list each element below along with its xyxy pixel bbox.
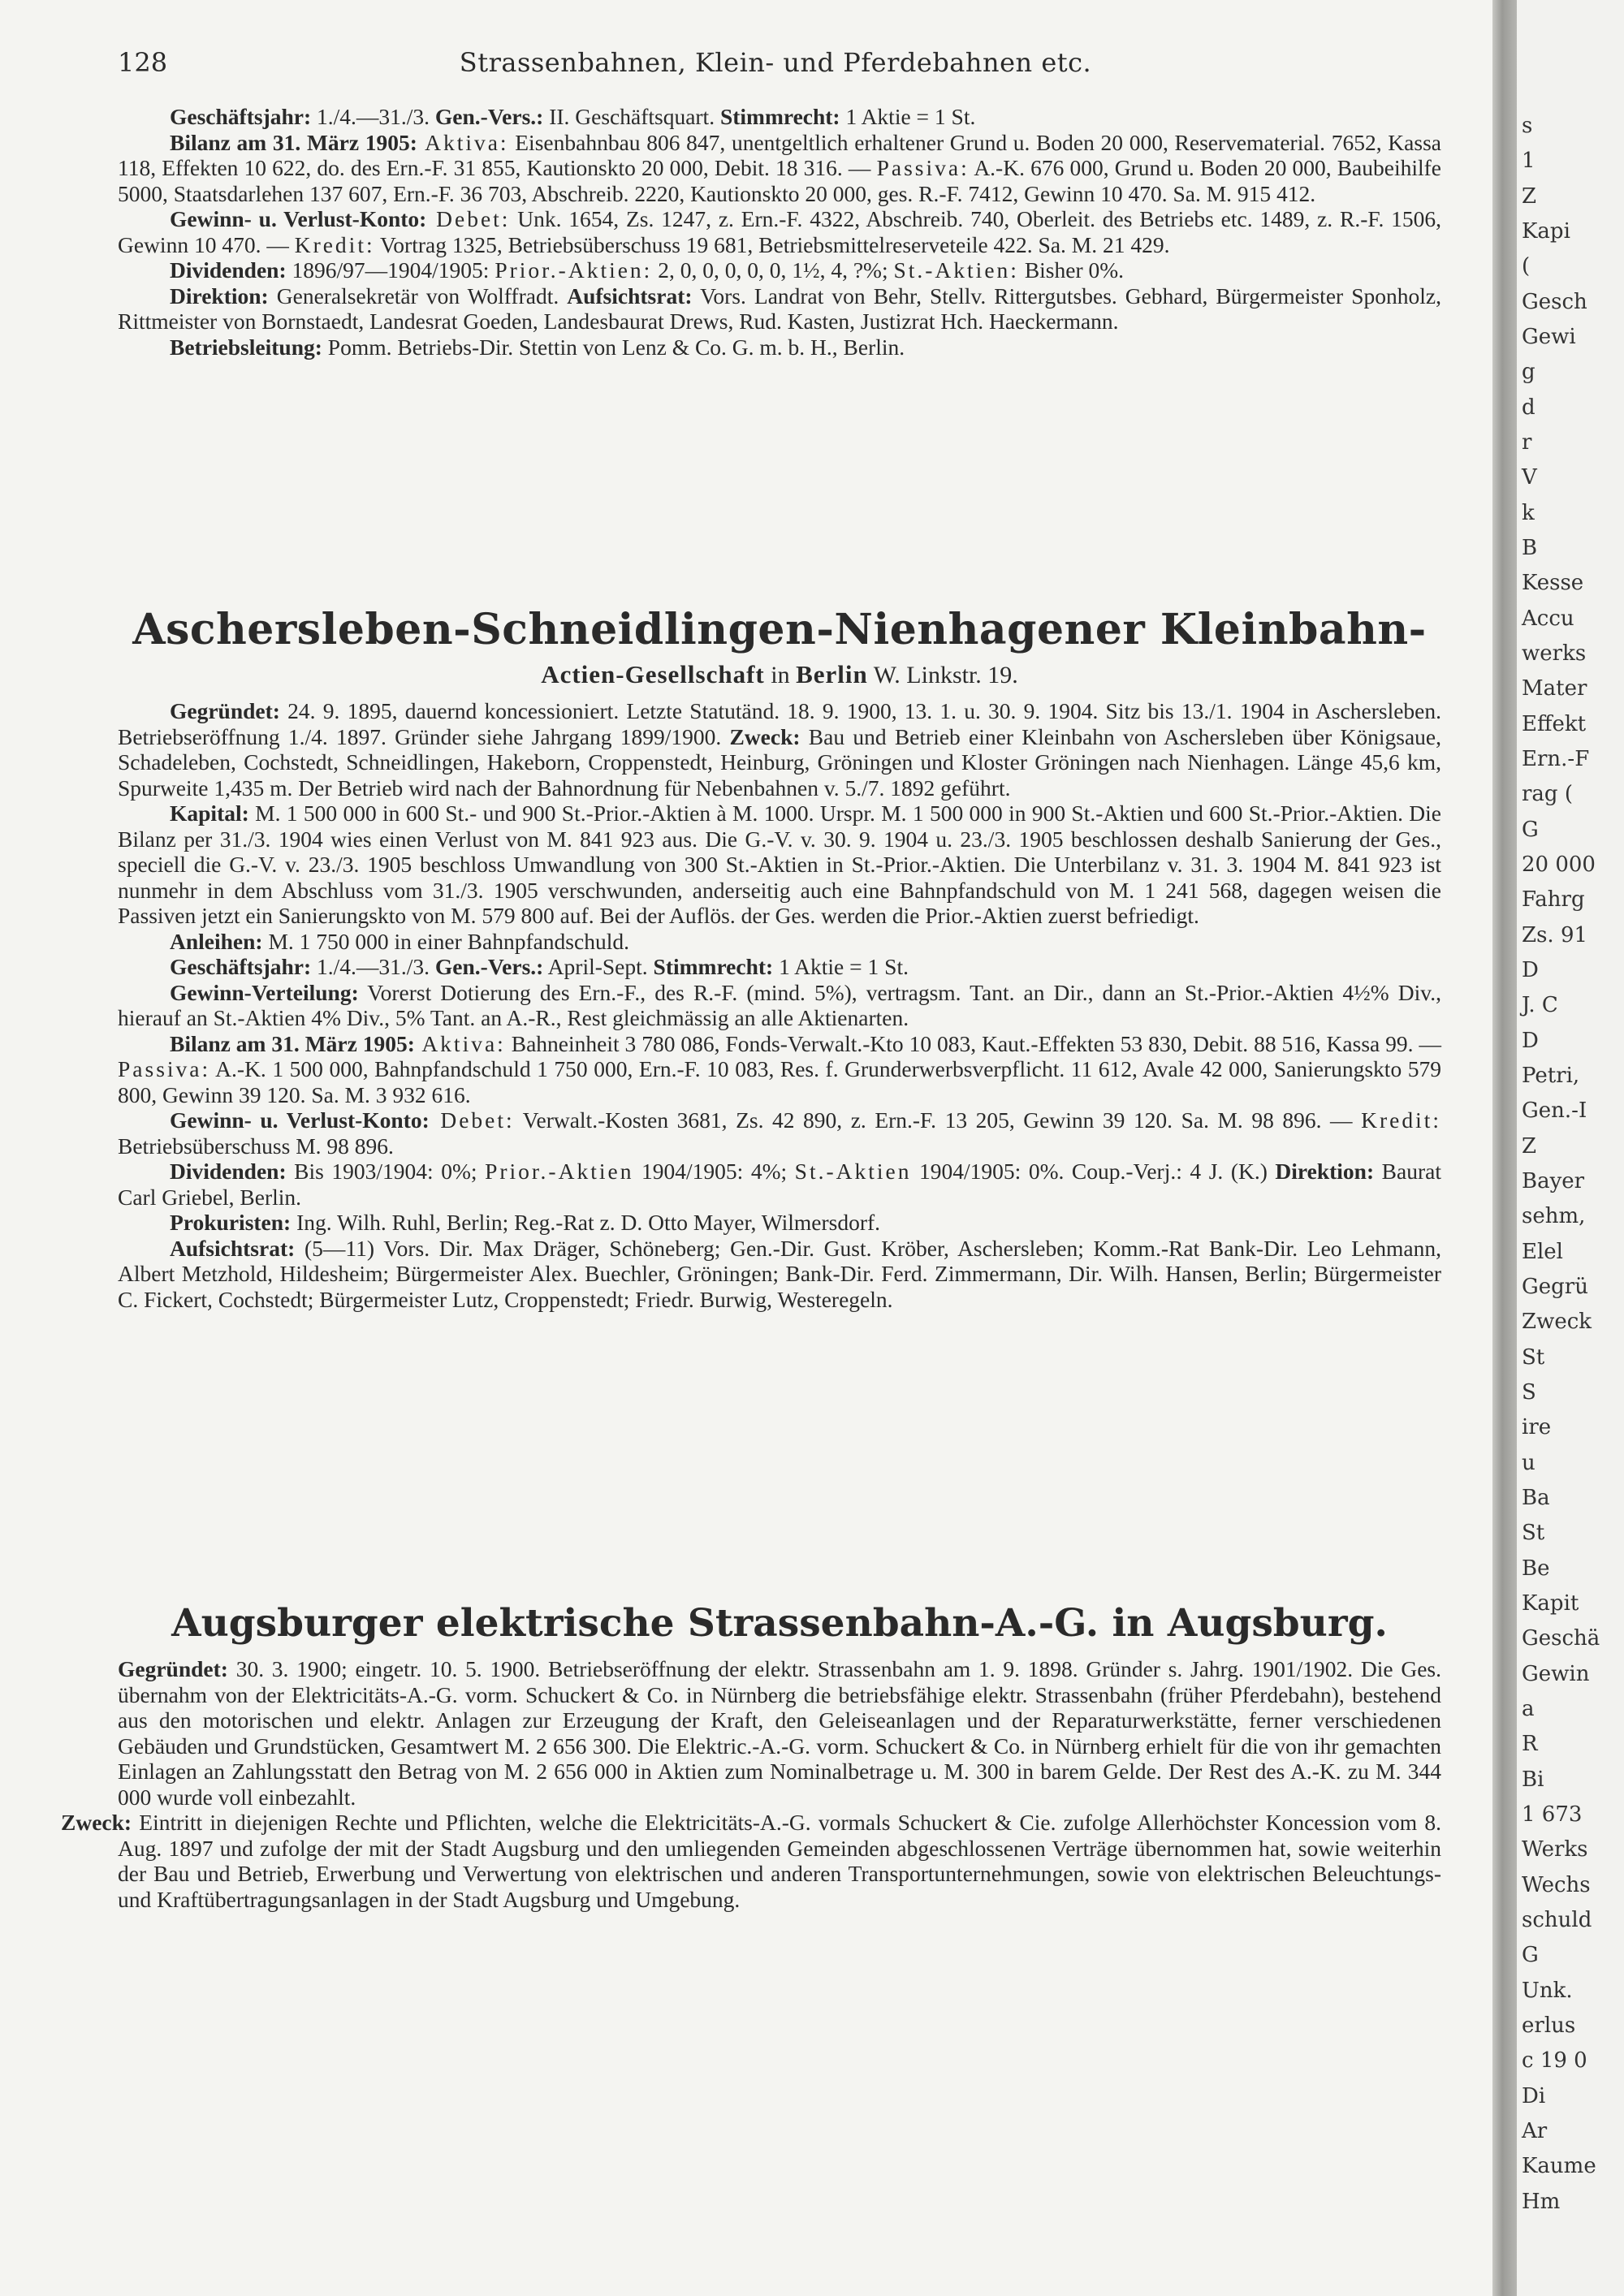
next-page-fragment: Gegrü — [1522, 1275, 1588, 1299]
next-page-fragment: Accu — [1522, 606, 1574, 631]
paragraph-geschaeftsjahr — [118, 104, 1441, 130]
next-page-fragment: B — [1522, 536, 1538, 560]
paragraph-gewinn-verteilung — [118, 980, 1441, 1031]
text-dividenden-2: 2, 0, 0, 0, 0, 0, 1½, 4, ?%; — [652, 257, 894, 283]
next-page-fragment: Fahrg — [1522, 887, 1585, 912]
entry-2-body — [118, 698, 1441, 1312]
label-st-aktien: St.-Aktien: — [893, 257, 1019, 283]
next-page-fragment: 1 673 — [1522, 1802, 1583, 1827]
next-page-fragment: Zweck — [1522, 1310, 1592, 1334]
entry-3-title: Augsburger elektrische Strassenbahn-A.-G. in Augsburg. — [171, 1601, 1388, 1646]
label-aufsichtsrat: Aufsichtsrat: — [170, 1235, 296, 1261]
next-page-fragment: Petri, — [1522, 1064, 1580, 1088]
entry-3-body — [61, 1656, 1441, 1912]
next-page-fragment: Z — [1522, 1134, 1537, 1159]
text-kapital: M. 1 500 000 in 600 St.- und 900 St.-Prior.-Aktien à M. 1000. Urspr. M. 1 500 000 in 900 St.-Aktien und 600 St.-Prior.-Aktien. Die Bilanz per 31./3. 1904 wies einen Verlust von M. 841 923 aus. Die G.-V. v. 30. 9. 1904 u. 23./3. 1905 beschlossen deshalb Sanierung der Ges., speciell die G.-V. v. 23./3. 1905 beschloss Umwandlung von 300 St.-Aktien in St.-Prior.-Aktien. Die Unterbilanz v. 31. 3. 1904 M. 841 923 ist nunmehr in dem Abschluss vom 31./3. 1905 verschwunden, anderseitig auch eine Bahnpfandschuld von M. 1 241 568, dagegen weisen die Passiven jetzt ein Sanierungskto von M. 579 800 auf. Bei der Auflös. der Ges. werden die Prior.-Aktien zuerst befriedigt. — [118, 801, 1441, 928]
label-zweck: Zweck: — [61, 1810, 132, 1835]
paragraph-gegruendet — [66, 1656, 1441, 1810]
next-page-fragment: D — [1522, 1029, 1539, 1053]
next-page-fragment: Kapi — [1522, 219, 1570, 244]
next-page-fragment: Z — [1522, 184, 1537, 209]
text-guv-kredit: Vortrag 1325, Betriebsüberschuss 19 681, Betriebsmittelreserveteile 422. Sa. M. 21 429. — [374, 231, 1170, 257]
paragraph-guv — [118, 1107, 1441, 1159]
paragraph-bilanz — [118, 1031, 1441, 1108]
subtitle-company-form: Actien-Gesellschaft — [541, 660, 765, 688]
text-zweck: Eintritt in diejenigen Rechte und Pflichten, welche die Elektricitäts-A.-G. vormals Schuckert & Cie. zufolge Allerhöchster Koncession vom 8. Aug. 1897 und zufolge der mit der Stadt Augsburg und den umliegenden Gemeinden abgeschlossenen Verträge übernommen hat, sowie weiterhin der Bau und Betrieb, Erwerbung und Verwertung von elektrischen und anderen Transportunternehmungen, sowie von elektrischen Beleuchtungs- und Kraftübertragungsanlagen in der Stadt Augsburg und Umgebung. — [118, 1810, 1441, 1912]
next-page-fragment: 1 — [1522, 149, 1535, 173]
paragraph-gegruendet — [118, 698, 1441, 801]
label-zweck: Zweck: — [729, 723, 801, 749]
next-page-fragment: c 19 0 — [1522, 2048, 1587, 2073]
text-direktion: Baurat Carl Griebel, Berlin. — [118, 1159, 1441, 1210]
paragraph-bilanz — [118, 130, 1441, 207]
next-page-fragment: Gewin — [1522, 1662, 1590, 1686]
label-direktion: Direktion: — [1275, 1159, 1375, 1184]
label-gegruendet: Gegründet: — [170, 698, 280, 723]
paragraph-zweck — [61, 1810, 1441, 1912]
next-page-fragment: Unk. — [1522, 1979, 1573, 2003]
paragraph-anleihen — [118, 929, 1441, 955]
next-page-fragment: Werks — [1522, 1837, 1588, 1862]
label-kredit: Kredit: — [1361, 1107, 1441, 1133]
next-page-fragment: a — [1522, 1697, 1535, 1721]
next-page-fragment: k — [1522, 501, 1535, 525]
text-guv-debet: Verwalt.-Kosten 3681, Zs. 42 890, z. Ern.-F. 13 205, Gewinn 39 120. Sa. M. 98 896. — — [514, 1107, 1362, 1133]
label-dividenden: Dividenden: — [170, 1159, 287, 1184]
label-prokuristen: Prokuristen: — [170, 1210, 292, 1235]
next-page-fragment: werks — [1522, 641, 1587, 666]
subtitle-in: in — [764, 662, 797, 688]
next-page-fragment: schuld — [1522, 1908, 1592, 1932]
next-page-fragment: Wechs — [1522, 1873, 1591, 1897]
next-page-fragment: Zs. 91 — [1522, 923, 1588, 947]
label-geschaeftsjahr: Geschäftsjahr: — [170, 954, 312, 979]
next-page-fragment: rag ( — [1522, 782, 1573, 806]
paragraph-guv — [118, 206, 1441, 257]
label-gegruendet: Gegründet: — [118, 1656, 228, 1681]
label-aufsichtsrat: Aufsichtsrat: — [567, 283, 693, 309]
next-page-fragment: d — [1522, 395, 1535, 420]
next-page-fragment: S — [1522, 1380, 1536, 1405]
text-zweck: Bau und Betrieb einer Kleinbahn von Aschersleben über Königsaue, Schadeleben, Cochstedt, Schneidlingen, Hakeborn, Croppenstedt, Heinburg, Gröningen und Kloster Gröningen nach Nienhagen. Länge 45,6 km, Spurweite 1,435 m. Der Betrieb wird nach der Bahnordnung für Nebenbahnen v. 5./7. 1892 geführt. — [118, 723, 1441, 801]
next-page-fragment: Gewi — [1522, 325, 1576, 349]
label-geschaeftsjahr: Geschäftsjahr: — [170, 104, 312, 129]
next-page-fragment: g — [1522, 360, 1535, 384]
text-dividenden-1: Bis 1903/1904: 0%; — [286, 1159, 486, 1184]
label-guv: Gewinn- u. Verlust-Konto: — [170, 1107, 430, 1133]
text-direktion: Generalsekretär von Wolffradt. — [268, 283, 568, 309]
label-direktion: Direktion: — [170, 283, 269, 309]
text-aufsichtsrat: Vors. Landrat von Behr, Stellv. Rittergutsbes. Gebhard, Bürgermeister Sponholz, Rittmeister von Bornstaedt, Landesrat Goeden, Landesbaurat Drews, Rud. Kasten, Justizrat Hch. Haeckermann. — [118, 283, 1441, 334]
text-guv-kredit: Betriebsüberschuss M. 98 896. — [118, 1133, 394, 1159]
entry-1-body — [118, 104, 1441, 360]
next-page-fragment: Bayer — [1522, 1169, 1585, 1193]
next-page-fragment: Kapit — [1522, 1591, 1579, 1616]
book-gutter — [1492, 0, 1517, 2296]
text-prokuristen: Ing. Wilh. Ruhl, Berlin; Reg.-Rat z. D. Otto Mayer, Wilmersdorf. — [291, 1210, 881, 1235]
next-page-fragment: Gen.-I — [1522, 1098, 1587, 1123]
next-page-fragment: G — [1522, 818, 1539, 842]
next-page-fragment: Kesse — [1522, 571, 1584, 595]
text-gegruendet: 24. 9. 1895, dauernd koncessioniert. Letzte Statutänd. 18. 9. 1900, 13. 1. u. 30. 9. 1904. Sitz bis 13./1. 1904 in Aschersleben. Betriebseröffnung 1./4. 1897. Gründer siehe Jahrgang 1899/1900. — [118, 698, 1441, 749]
next-page-fragment: R — [1522, 1732, 1538, 1756]
text-gen-vers: April-Sept. — [543, 954, 654, 979]
label-passiva: Passiva: — [876, 155, 970, 180]
next-page-fragment: G — [1522, 1943, 1539, 1967]
label-prior-aktien: Prior.-Aktien: — [495, 257, 653, 283]
paragraph-kapital — [118, 801, 1441, 929]
next-page-fragment: Be — [1522, 1556, 1550, 1581]
label-kapital: Kapital: — [170, 801, 249, 826]
next-page-fragment: St — [1522, 1521, 1545, 1545]
next-page-fragment: Geschä — [1522, 1626, 1600, 1651]
page-header — [118, 47, 1433, 83]
next-page-fragment: D — [1522, 958, 1539, 982]
label-anleihen: Anleihen: — [170, 928, 263, 954]
page-number: 128 — [118, 47, 168, 78]
next-page-fragment: Bi — [1522, 1767, 1544, 1792]
text-dividenden-2: 1904/1905: 4%; — [633, 1159, 795, 1184]
text-gewinn-verteilung: Vorerst Dotierung des Ern.-F., des R.-F. (mind. 5%), vertragsm. Tant. an Dir., dann an St.-Prior.-Aktien 4½% Div., hierauf an St.-Aktien 4% Div., 5% Tant. an A.-R., Rest gleichmässig an alle Aktienarten. — [118, 979, 1441, 1030]
paragraph-dividenden — [118, 1159, 1441, 1210]
entry-2-title: Aschersleben-Schneidlingen-Nienhagener Kleinbahn- — [132, 605, 1427, 654]
next-page-fragment: Ba — [1522, 1486, 1550, 1510]
text-geschaeftsjahr: 1./4.—31./3. — [311, 104, 435, 129]
subtitle-address: W. Linkstr. 19. — [867, 662, 1018, 688]
text-gen-vers: II. Geschäftsquart. — [543, 104, 720, 129]
next-page-fragment: u — [1522, 1451, 1535, 1475]
next-page-fragment: ire — [1522, 1415, 1552, 1439]
label-passiva: Passiva: — [118, 1056, 211, 1081]
label-stimmrecht: Stimmrecht: — [653, 954, 774, 979]
text-guv-debet: Unk. 1654, Zs. 1247, z. Ern.-F. 4322, Abschreib. 740, Oberleit. des Betriebs etc. 1489, z. R.-F. 1506, Gewinn 10 470. — — [118, 206, 1441, 257]
next-page-fragment: St — [1522, 1345, 1545, 1370]
next-page-fragment: Gesch — [1522, 290, 1587, 314]
text-stimmrecht: 1 Aktie = 1 St. — [773, 954, 909, 979]
next-page-fragment: s — [1522, 114, 1533, 138]
entry-2-subtitle — [118, 660, 1441, 689]
label-stimmrecht: Stimmrecht: — [719, 104, 840, 129]
next-page-fragment: ( — [1522, 254, 1531, 278]
label-bilanz: Bilanz am 31. März 1905: — [170, 129, 417, 155]
next-page-fragment: Hm — [1522, 2190, 1561, 2214]
label-gewinn-verteilung: Gewinn-Verteilung: — [170, 979, 359, 1005]
next-page-fragment: Ern.-F — [1522, 747, 1590, 771]
label-st-aktien: St.-Aktien — [794, 1159, 912, 1184]
label-kredit: Kredit: — [294, 231, 375, 257]
label-guv: Gewinn- u. Verlust-Konto: — [170, 206, 427, 231]
label-debet: Debet: — [426, 206, 511, 231]
paragraph-betriebsleitung — [118, 334, 1441, 360]
text-gegruendet: 30. 3. 1900; eingetr. 10. 5. 1900. Betriebseröffnung der elektr. Strassenbahn am 1. 9. 1898. Gründer s. Jahrg. 1901/1902. Die Ges. übernahm von der Elektricitäts-A.-G. vorm. Schuckert & Co. in Nürnberg die betriebsfähige elektr. Strassenbahn (früher Pferdebahn), bestehend aus den motorischen und elektr. Anlagen zur Erzeugung der Kraft, den Geleiseanlagen und der Reparaturwerkstätte, ferner verschiedenen Gebäuden und Grundstücken, Gesamtwert M. 2 656 300. Die Elektric.-A.-G. vorm. Schuckert & Co. in Nürnberg erhielt für die von ihr gemachten Einlagen an Zahlungsstatt den Betrag von M. 2 656 000 in Aktien zum Nominalbetrage u. M. 300 in barem Gelde. Der Rest des A.-K. zu M. 344 000 wurde voll einbezahlt. — [118, 1656, 1441, 1810]
next-page-fragment: Ar — [1522, 2119, 1548, 2143]
text-dividenden-3: 1904/1905: 0%. Coup.-Verj.: 4 J. (K.) — [911, 1159, 1276, 1184]
next-page-fragment: Mater — [1522, 676, 1587, 701]
paragraph-direktion — [118, 283, 1441, 334]
next-page-fragment: sehm, — [1522, 1204, 1586, 1228]
paragraph-aufsichtsrat — [118, 1236, 1441, 1313]
label-aktiva: Aktiva: — [414, 1030, 506, 1056]
text-anleihen: M. 1 750 000 in einer Bahnpfandschuld. — [262, 928, 629, 954]
next-page-fragment: Di — [1522, 2084, 1546, 2108]
text-bilanz-passiva: A.-K. 676 000, Grund u. Boden 20 000, Baubeihilfe 5000, Staatsdarlehen 137 607, Ern.-F. 36 703, Abschreib. 2220, Kautionskto 20 000, ges. R.-F. 7412, Gewinn 10 470. Sa. M. 915 412. — [118, 155, 1441, 206]
label-betriebsleitung: Betriebsleitung: — [170, 334, 322, 360]
next-page-fragment: Kaume — [1522, 2154, 1596, 2178]
text-bilanz-aktiva: Eisenbahnbau 806 847, unentgeltlich erhaltener Grund u. Boden 20 000, Reservematerial. 7652, Kassa 118, Effekten 10 622, do. des Ern.-F. 31 855, Kautionskto 20 000, Debit. 18 316. — — [118, 129, 1441, 180]
label-gen-vers: Gen.-Vers.: — [434, 954, 544, 979]
next-page-edge — [1517, 0, 1624, 2296]
next-page-fragment: V — [1522, 465, 1537, 490]
running-head: Strassenbahnen, Klein- und Pferdebahnen etc. — [459, 47, 1092, 78]
next-page-fragment: Effekt — [1522, 712, 1587, 736]
text-bilanz-aktiva: Bahneinheit 3 780 086, Fonds-Verwalt.-Kto 10 083, Kaut.-Effekten 53 830, Debit. 88 516, Kassa 99. — — [505, 1030, 1441, 1056]
next-page-fragment: J. C — [1522, 993, 1558, 1017]
text-geschaeftsjahr: 1./4.—31./3. — [311, 954, 435, 979]
text-stimmrecht: 1 Aktie = 1 St. — [840, 104, 976, 129]
label-bilanz: Bilanz am 31. März 1905: — [170, 1030, 415, 1056]
text-betriebsleitung: Pomm. Betriebs-Dir. Stettin von Lenz & Co. G. m. b. H., Berlin. — [322, 334, 905, 360]
next-page-fragment: erlus — [1522, 2013, 1576, 2038]
paragraph-geschaeftsjahr — [118, 954, 1441, 980]
text-dividenden-1: 1896/97—1904/1905: — [286, 257, 495, 283]
label-debet: Debet: — [429, 1107, 515, 1133]
text-aufsichtsrat: (5—11) Vors. Dir. Max Dräger, Schöneberg; Gen.-Dir. Gust. Kröber, Aschersleben; Komm.-Rat Bank-Dir. Leo Lehmann, Albert Metzhold, Hildesheim; Bürgermeister Alex. Buechler, Gröningen; Bank-Dir. Ferd. Zimmermann, Dir. Wilh. Hansen, Berlin; Bürgermeister C. Fickert, Cochstedt; Bürgermeister Lutz, Croppenstedt; Friedr. Burwig, Westeregeln. — [118, 1235, 1441, 1312]
next-page-fragment: 20 000 — [1522, 852, 1596, 877]
label-aktiva: Aktiva: — [417, 129, 509, 155]
text-bilanz-passiva: A.-K. 1 500 000, Bahnpfandschuld 1 750 000, Ern.-F. 10 083, Res. f. Grunderwerbsverpflicht. 11 612, Avale 42 000, Sanierungskto 579 800, Gewinn 39 120. Sa. M. 3 932 616. — [118, 1056, 1441, 1107]
next-page-fragment: r — [1522, 430, 1532, 455]
next-page-fragment: Elel — [1522, 1240, 1563, 1264]
paragraph-prokuristen — [118, 1210, 1441, 1236]
paragraph-dividenden — [118, 257, 1441, 283]
label-gen-vers: Gen.-Vers.: — [434, 104, 544, 129]
text-dividenden-3: Bisher 0%. — [1018, 257, 1125, 283]
label-dividenden: Dividenden: — [170, 257, 287, 283]
subtitle-city: Berlin — [796, 660, 868, 688]
label-prior-aktien: Prior.-Aktien — [485, 1159, 634, 1184]
